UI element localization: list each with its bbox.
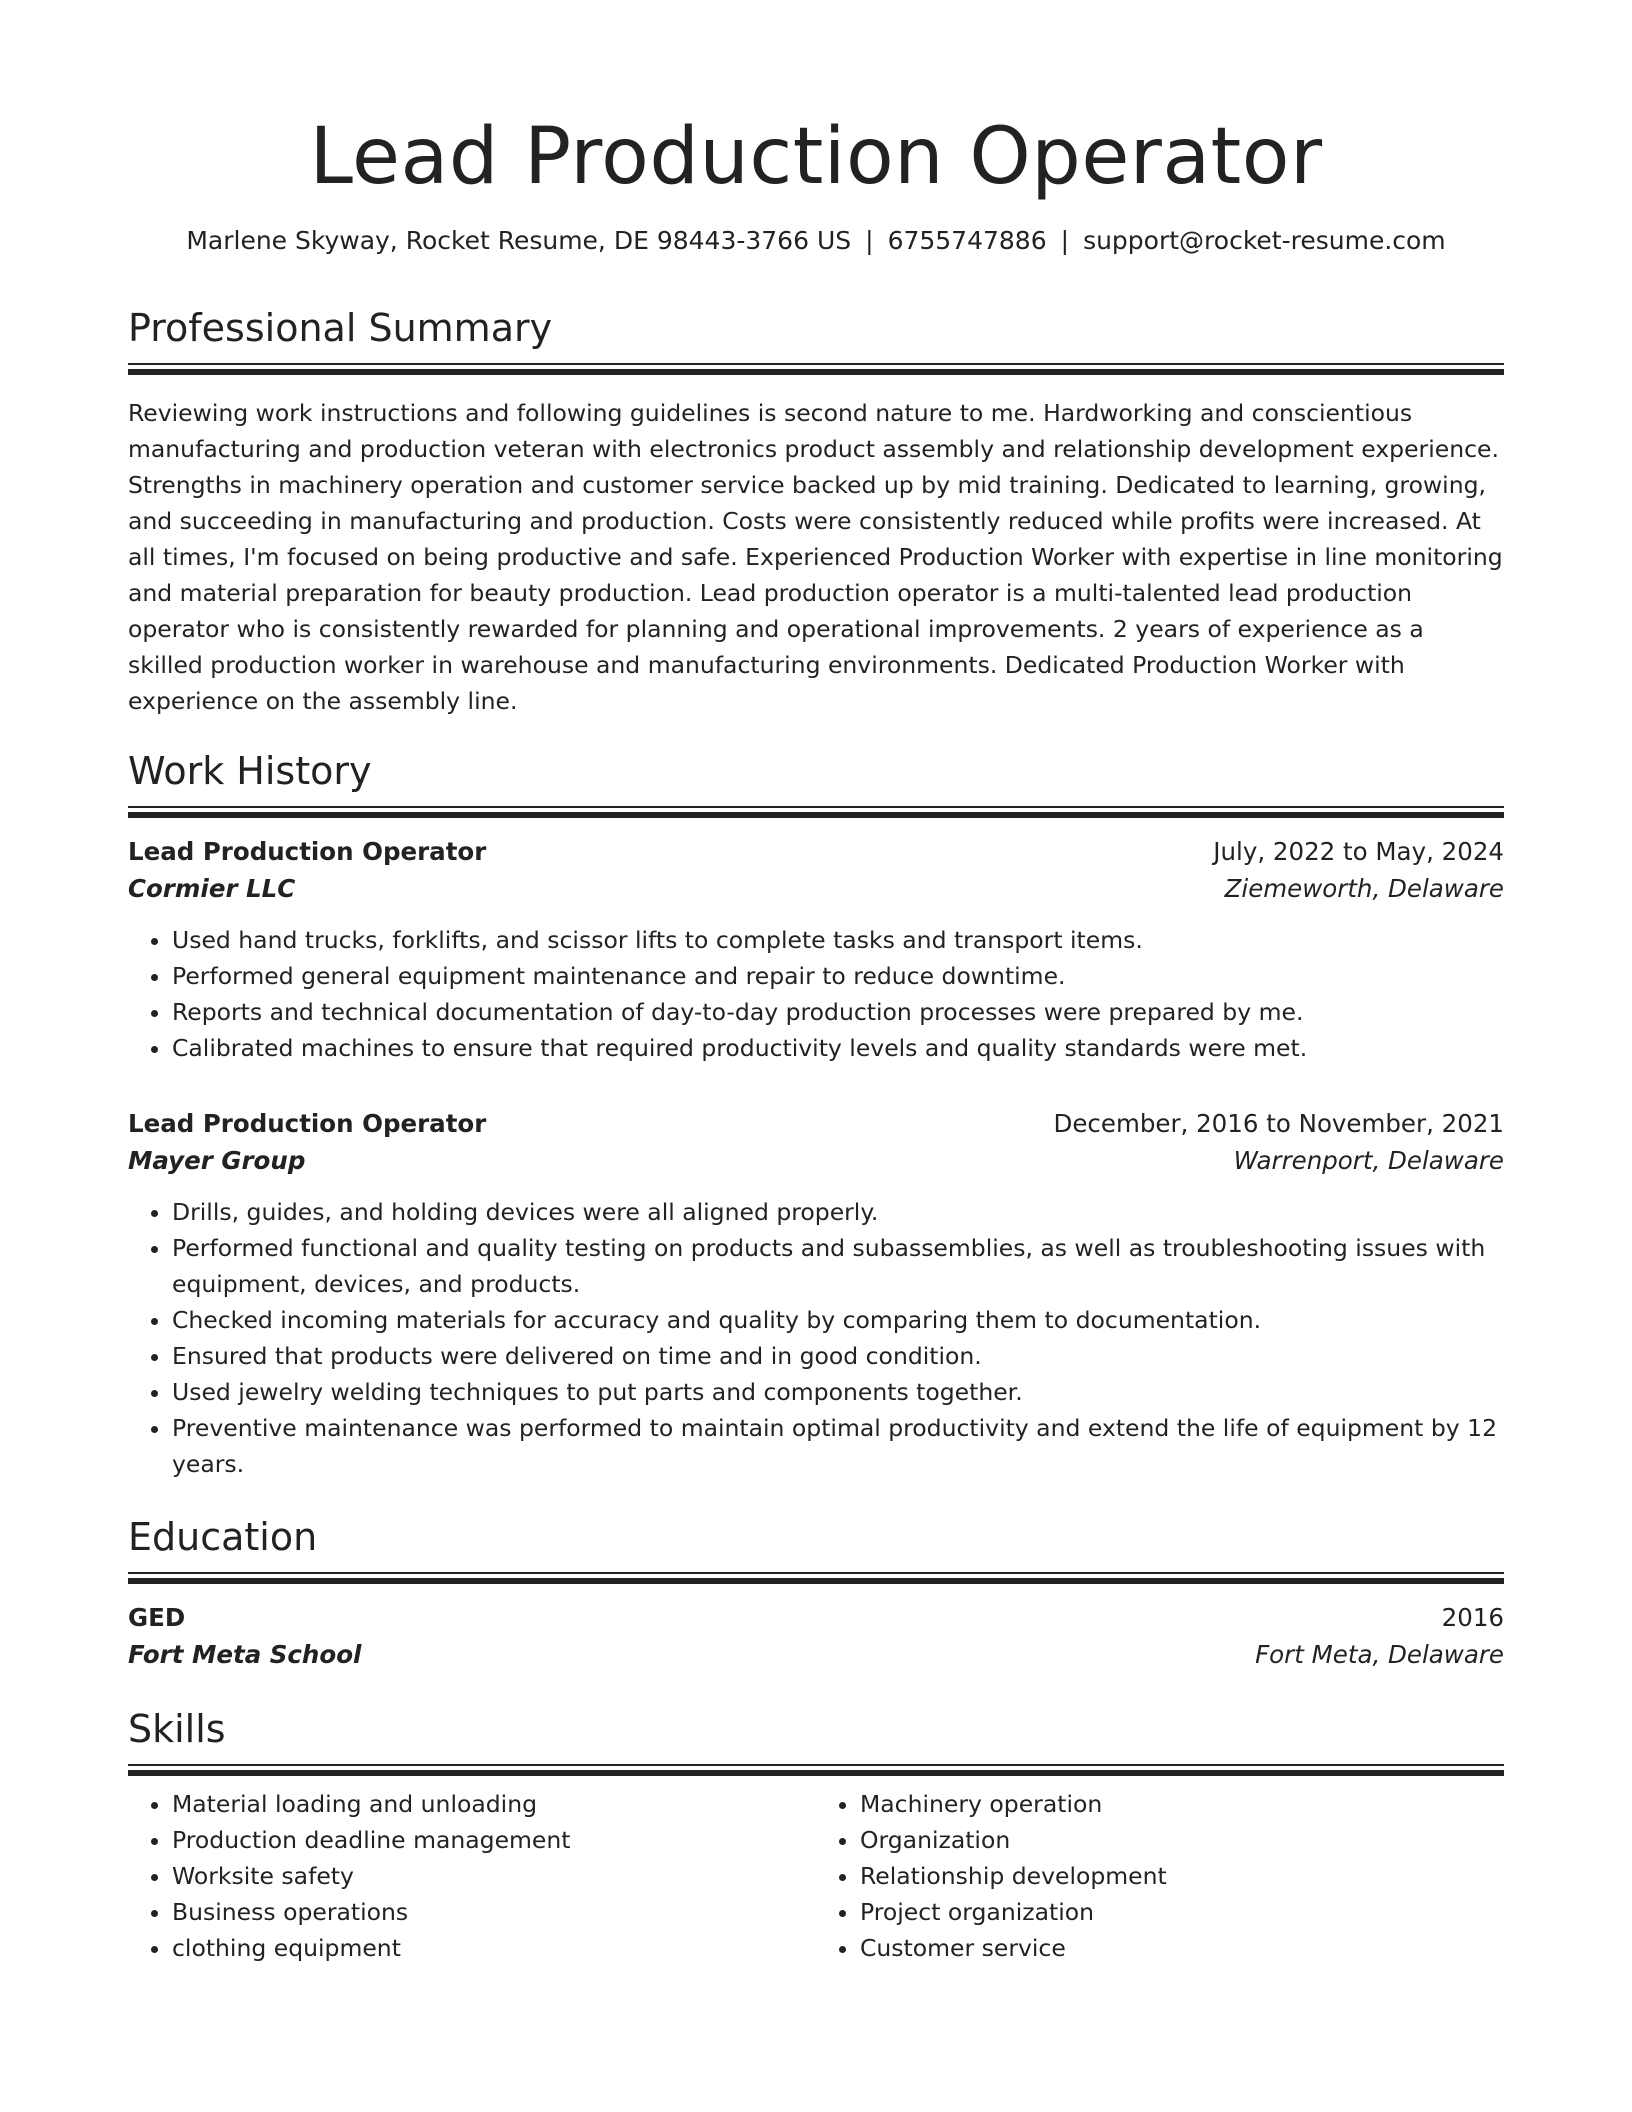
skills-section — [128, 1707, 1504, 1966]
skill-item: • Project organization — [860, 1894, 1504, 1930]
job-header-row — [128, 1106, 1504, 1142]
job-entry — [128, 1106, 1504, 1482]
job-bullet: • Preventive maintenance was performed to maintain optimal productivity and extend the life of equipment by 12 years. — [172, 1410, 1504, 1482]
contact-separator: | — [865, 226, 874, 255]
education-school: Fort Meta School — [128, 1640, 362, 1669]
job-location: Ziemeworth, Delaware — [1224, 874, 1504, 903]
contact-separator: | — [1060, 226, 1070, 255]
education-header-row — [128, 1600, 1504, 1636]
job-bullet: • Checked incoming materials for accuracy and quality by comparing them to documentation. — [172, 1302, 1504, 1338]
skill-item: • Production deadline management — [172, 1822, 816, 1858]
education-year: 2016 — [1441, 1603, 1504, 1632]
job-header-row — [128, 834, 1504, 870]
job-bullet: • Used hand trucks, forklifts, and scissor lifts to complete tasks and transport items. — [172, 922, 1504, 958]
section-divider — [128, 1572, 1504, 1578]
skill-item: • Customer service — [860, 1930, 1504, 1966]
education-location: Fort Meta, Delaware — [1255, 1640, 1504, 1669]
contact-address: Marlene Skyway, Rocket Resume, DE 98443-3766 US — [186, 226, 852, 255]
education-degree: GED — [128, 1603, 186, 1632]
section-divider — [128, 1764, 1504, 1770]
job-bullet: • Reports and technical documentation of day-to-day production processes were prepared by me. — [172, 994, 1504, 1030]
job-bullet-list — [128, 922, 1504, 1066]
skill-item: • Relationship development — [860, 1858, 1504, 1894]
skill-item: • Organization — [860, 1822, 1504, 1858]
job-bullet: • Ensured that products were delivered on time and in good condition. — [172, 1338, 1504, 1374]
resume-title: Lead Production Operator — [309, 112, 1323, 202]
education-heading: Education — [128, 1515, 318, 1559]
contact-phone: 6755747886 — [887, 226, 1047, 255]
job-bullet: • Used jewelry welding techniques to put parts and components together. — [172, 1374, 1504, 1410]
job-bullet: • Calibrated machines to ensure that required productivity levels and quality standards were met. — [172, 1030, 1504, 1066]
job-bullet: • Drills, guides, and holding devices were all aligned properly. — [172, 1194, 1504, 1230]
job-bullet-list — [128, 1194, 1504, 1482]
skills-list-right — [816, 1786, 1504, 1966]
education-school-row — [128, 1636, 1504, 1674]
summary-text: Reviewing work instructions and following guidelines is second nature to me. Hardworking and conscientious manufacturing and production veteran with electronics product assembly and relationship development experience. Strengths in machinery operation and customer service backed up by mid training. Dedicated to learning, growing, and succeeding in manufacturing and production. Costs were consistently reduced while profits were increased. At all times, I'm focused on being productive and safe. Experienced Production Worker with expertise in line monitoring and material preparation for beauty production. Lead production operator is a multi-talented lead production operator who is consistently rewarded for planning and operational improvements. 2 years of experience as a skilled production worker in warehouse and manufacturing environments. Dedicated Production Worker with experience on the assembly line. — [128, 399, 1503, 715]
work-history-heading: Work History — [128, 749, 372, 793]
skill-item: • Business operations — [172, 1894, 816, 1930]
job-bullet: • Performed functional and quality testing on products and subassemblies, as well as troubleshooting issues with equipment, devices, and products. — [172, 1230, 1504, 1302]
education-entry — [128, 1600, 1504, 1674]
skill-item: • Material loading and unloading — [172, 1786, 816, 1822]
job-entry — [128, 834, 1504, 1066]
skills-heading: Skills — [128, 1707, 226, 1751]
skills-columns — [128, 1786, 1504, 1966]
skills-list-left — [128, 1786, 816, 1966]
contact-line — [128, 226, 1504, 256]
job-title: Lead Production Operator — [128, 837, 487, 866]
job-title: Lead Production Operator — [128, 1109, 487, 1138]
job-location: Warrenport, Delaware — [1233, 1146, 1504, 1175]
job-company: Cormier LLC — [128, 874, 296, 903]
job-dates: December, 2016 to November, 2021 — [1053, 1109, 1504, 1138]
education-section — [128, 1515, 1504, 1674]
job-bullet: • Performed general equipment maintenance and repair to reduce downtime. — [172, 958, 1504, 994]
summary-heading: Professional Summary — [128, 306, 553, 350]
section-divider — [128, 363, 1504, 369]
skill-item: • Machinery operation — [860, 1786, 1504, 1822]
job-dates: July, 2022 to May, 2024 — [1213, 837, 1504, 866]
job-company-row — [128, 870, 1504, 908]
job-company-row — [128, 1142, 1504, 1180]
skill-item: • clothing equipment — [172, 1930, 816, 1966]
section-divider — [128, 806, 1504, 812]
job-company: Mayer Group — [128, 1146, 306, 1175]
contact-email: support@rocket-resume.com — [1083, 226, 1446, 255]
work-history-section — [128, 749, 1504, 1482]
summary-section — [128, 306, 1504, 719]
skill-item: • Worksite safety — [172, 1858, 816, 1894]
